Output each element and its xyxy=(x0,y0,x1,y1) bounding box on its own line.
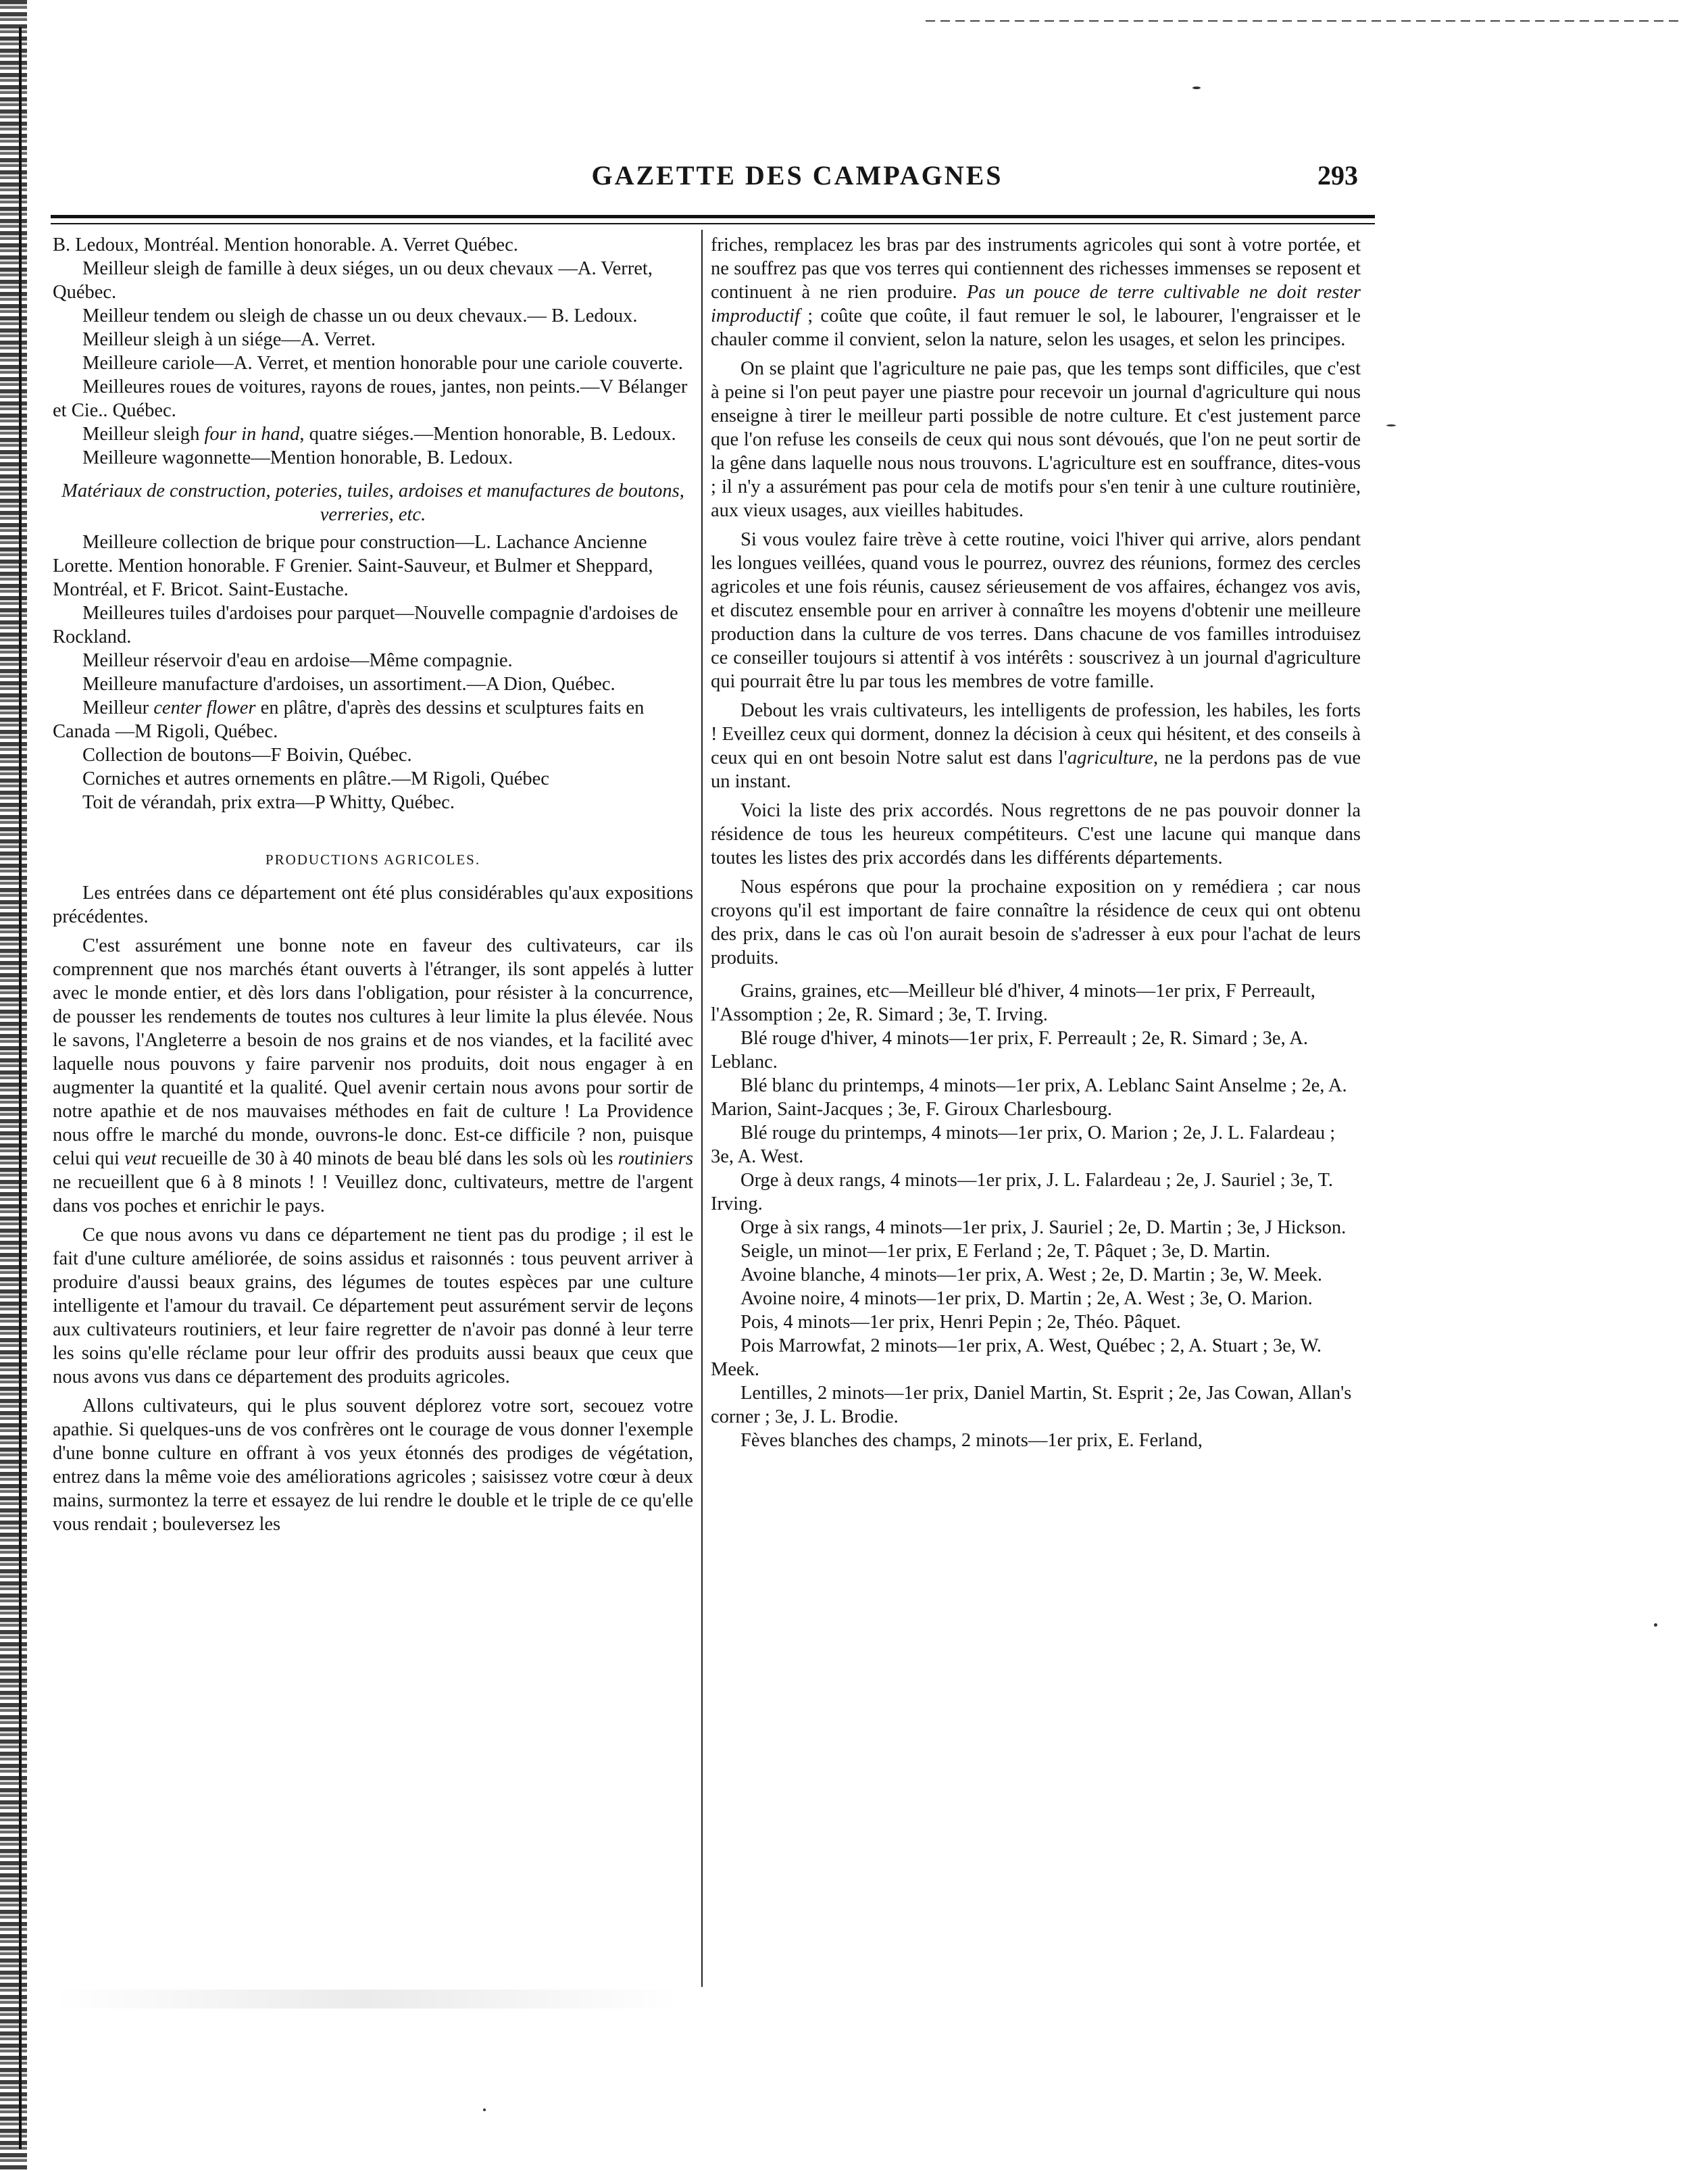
text-run: recueille de 30 à 40 minots de beau blé dans les sols où les xyxy=(156,1148,618,1169)
paragraph: Les entrées dans ce département ont été plus considérables qu'aux expositions précédentes. xyxy=(53,883,693,927)
italic-text: veut xyxy=(124,1148,157,1169)
list-item: Meilleur tendem ou sleigh de chasse un ou deux chevaux.— B. Ledoux. xyxy=(82,305,638,326)
left-column xyxy=(53,233,693,1542)
paragraph: Nous espérons que pour la prochaine exposition on y remédiera ; car nous croyons qu'il est important de faire connaître la résidence de ceux qui ont obtenu des prix, dans le cas où l'on aurait besoin de s'adresser à eux pour l'achat de leurs produits. xyxy=(711,877,1361,968)
text-run: C'est assurément une bonne note en faveur des cultivateurs, car ils comprennent que nos marchés étant ouverts à l'étranger, ils sont appelés à lutter avec le monde entier, et dès lors dans l'obligation, pour résister à la concurrence, de pousser les rendements de toutes nos cultures à leur limite la plus élevée. Nous le savons, l'Angleterre a besoin de nos grains et de nos viandes, et la facilité avec laquelle nous pouvons y faire parvenir nos produits, doit nous engager à en augmenter la quantité et la qualité. Quel avenir certain nous avons pour sortir de notre apathie et de nos mauvaises méthodes en fait de culture ! La Providence nous offre le marché du monde, ouvrons-le donc. Est-ce difficile ? non, puisque celui qui xyxy=(53,935,693,1169)
list-item xyxy=(53,696,693,743)
paragraph: Voici la liste des prix accordés. Nous regrettons de ne pas pouvoir donner la résidence de tous les heureux compétiteurs. C'est une lacune qui manque dans toutes les listes des prix accordés dans les différents départements. xyxy=(711,800,1361,868)
paragraph: Ce que nous avons vu dans ce département ne tient pas du prodige ; il est le fait d'une culture améliorée, de soins assidus et raisonnés : tous peuvent arriver à produire d'aussi beaux grains, des légumes de toutes espèces par une culture intelligente et l'amour du travail. Ce département peut assurément servir de leçons aux cultivateurs routiniers, et leur faire regretter de n'avoir pas donné à leur terre les soins qu'elle réclame pour leur offrir des produits aussi beaux que ceux que nous avons vus dans ce département des produits agricoles. xyxy=(53,1225,693,1387)
binding-edge xyxy=(0,0,27,2170)
list-item: Grains, graines, etc—Meilleur blé d'hiver, 4 minots—1er prix, F Perreault, l'Assomption ; 2e, R. Simard ; 3e, T. Irving. xyxy=(711,981,1315,1025)
print-smear xyxy=(53,1990,681,2008)
text-run: Meilleur sleigh xyxy=(82,424,205,445)
list-item xyxy=(53,422,693,446)
text-run: Debout les vrais cultivateurs, les intelligents de profession, les habiles, les forts ! Eveillez ceux qui dorment, donnez la décision à ceux qui hésitent, et des conseils à ceux qui en ont besoin Notre salut est dans l' xyxy=(711,700,1361,768)
binding-line xyxy=(19,27,22,2149)
column-divider xyxy=(701,230,703,1987)
list-item: Meilleures roues de voitures, rayons de roues, jantes, non peints.—V Bélanger et Cie.. Québec. xyxy=(53,376,688,421)
list-item: Seigle, un minot—1er prix, E Ferland ; 2e, T. Pâquet ; 3e, D. Martin. xyxy=(740,1241,1271,1262)
top-dashed-line xyxy=(926,20,1682,22)
list-item: Orge à six rangs, 4 minots—1er prix, J. Sauriel ; 2e, D. Martin ; 3e, J Hickson. xyxy=(740,1217,1347,1238)
text-run: ne recueillent que 6 à 8 minots ! ! Veuillez donc, cultivateurs, mettre de l'argent dans vos poches et enrichir le pays. xyxy=(53,1172,693,1216)
list-item: Corniches et autres ornements en plâtre.—M Rigoli, Québec xyxy=(82,768,549,789)
list-item: Collection de boutons—F Boivin, Québec. xyxy=(82,745,412,766)
italic-text: Pas un pouce de terre cultivable ne doit rester improductif xyxy=(711,282,1361,326)
list-item: Meilleure cariole—A. Verret, et mention honorable pour une cariole couverte. xyxy=(82,353,683,374)
text-run: , quatre siéges.—Mention honorable, B. Ledoux. xyxy=(299,424,676,445)
list-item: Meilleures tuiles d'ardoises pour parquet—Nouvelle compagnie d'ardoises de Rockland. xyxy=(53,603,678,647)
list-item: Avoine blanche, 4 minots—1er prix, A. West ; 2e, D. Martin ; 3e, W. Meek. xyxy=(740,1264,1323,1285)
paragraph: Si vous voulez faire trève à cette routine, voici l'hiver qui arrive, alors pendant les longues veillées, quand vous le pourrez, ouvrez des réunions, formez des cercles agricoles et une fois réunis, causez sérieusement de vos affaires, échangez vos avis, et discutez ensemble pour en arriver à connaître les moyens d'obtenir une meilleure production dans la culture de vos terres. Dans chacune de vos familles introduisez ce conseiller toujours si attentif à vos intérêts : souscrivez à un journal d'agriculture qui pourrait être lu par tous les membres de votre famille. xyxy=(711,529,1361,692)
list-item: Fèves blanches des champs, 2 minots—1er prix, E. Ferland, xyxy=(740,1430,1203,1451)
ink-speck xyxy=(1386,424,1396,426)
paragraph xyxy=(711,699,1361,793)
grain-prize-list xyxy=(711,979,1361,1452)
text-run: en plâtre, d'après des dessins et sculptures faits en Canada —M Rigoli, Québec. xyxy=(53,697,645,742)
page-number: 293 xyxy=(1317,160,1358,191)
list-item: Blé rouge d'hiver, 4 minots—1er prix, F. Perreault ; 2e, R. Simard ; 3e, A. Leblanc. xyxy=(711,1028,1308,1072)
list-item: Avoine noire, 4 minots—1er prix, D. Martin ; 2e, A. West ; 3e, O. Marion. xyxy=(740,1288,1313,1309)
materials-prize-list xyxy=(53,531,693,814)
text-run: ; coûte que coûte, il faut remuer le sol, le labourer, l'engraisser et le chauler comme il convient, selon la nature, selon les usages, et selon les principes. xyxy=(711,305,1361,350)
italic-text: routiniers xyxy=(618,1148,693,1169)
list-item: Pois, 4 minots—1er prix, Henri Pepin ; 2e, Théo. Pâquet. xyxy=(740,1312,1181,1333)
list-item: Blé blanc du printemps, 4 minots—1er prix, A. Leblanc Saint Anselme ; 2e, A. Marion, Saint-Jacques ; 3e, F. Giroux Charlesbourg. xyxy=(711,1075,1347,1120)
header-rule-thin xyxy=(51,223,1375,224)
materials-heading: Matériaux de construction, poteries, tuiles, ardoises et manufactures de boutons, verreries, etc. xyxy=(61,480,684,525)
paragraph xyxy=(53,934,693,1218)
paragraph xyxy=(711,233,1361,351)
italic-text: center flower xyxy=(153,697,256,718)
italic-text: four in hand xyxy=(204,424,300,445)
text-run: Meilleur xyxy=(82,697,154,718)
ink-speck xyxy=(483,2109,486,2111)
header-rule-thick xyxy=(51,215,1375,218)
paragraph: On se plaint que l'agriculture ne paie pas, que les temps sont difficiles, que c'est à peine si l'on peut payer une piastre pour recevoir un journal d'agriculture qui nous enseigne à tirer le meilleur parti possible de notre culture. Et c'est justement parce que l'on refuse les conseils de ceux qui nous sont dévoués, que l'on ne peut sortir de la gêne dans laquelle nous nous trouvons. L'agriculture est en souffrance, dites-vous ; il n'y a assurément pas pour cela de motifs pour s'en tenir à une culture routinière, aux vieux usages, aux vieilles habitudes. xyxy=(711,358,1361,521)
text-run: friches, remplacez les bras par des instruments agricoles qui sont à votre portée, et ne souffrez pas que vos terres qui contiennent des richesses immenses se reposent et continuent à ne rien produire. xyxy=(711,235,1361,303)
list-item: Orge à deux rangs, 4 minots—1er prix, J. L. Falardeau ; 2e, J. Sauriel ; 3e, T. Irving. xyxy=(711,1170,1333,1214)
list-item: Meilleure wagonnette—Mention honorable, B. Ledoux. xyxy=(82,447,513,468)
list-item: Toit de vérandah, prix extra—P Whitty, Québec. xyxy=(82,792,455,813)
list-item: Meilleure manufacture d'ardoises, un assortiment.—A Dion, Québec. xyxy=(82,674,616,695)
list-item: Pois Marrowfat, 2 minots—1er prix, A. West, Québec ; 2, A. Stuart ; 3e, W. Meek. xyxy=(711,1335,1322,1380)
journal-title: GAZETTE DES CAMPAGNES xyxy=(591,160,1003,191)
list-item: Meilleur sleigh de famille à deux siéges, un ou deux chevaux —A. Verret, Québec. xyxy=(53,258,653,303)
list-item: Blé rouge du printemps, 4 minots—1er prix, O. Marion ; 2e, J. L. Falardeau ; 3e, A. West. xyxy=(711,1123,1336,1167)
text-run: , ne la perdons pas de vue un instant. xyxy=(711,747,1361,792)
vehicle-prize-list xyxy=(53,233,693,470)
list-item: Meilleur réservoir d'eau en ardoise—Même compagnie. xyxy=(82,650,513,671)
list-item: B. Ledoux, Montréal. Mention honorable. A. Verret Québec. xyxy=(53,235,518,255)
italic-text: agriculture xyxy=(1067,747,1153,768)
right-column xyxy=(711,233,1361,1452)
list-item: Lentilles, 2 minots—1er prix, Daniel Martin, St. Esprit ; 2e, Jas Cowan, Allan's corner ; 3e, J. L. Brodie. xyxy=(711,1383,1352,1427)
page-header xyxy=(0,159,1708,200)
list-item: Meilleur sleigh à un siége—A. Verret. xyxy=(82,329,376,350)
list-item: Meilleure collection de brique pour construction—L. Lachance Ancienne Lorette. Mention honorable. F Grenier. Saint-Sauveur, et Bulmer et Sheppard, Montréal, et F. Bricot. Saint-Eustache. xyxy=(53,532,653,600)
paragraph: Allons cultivateurs, qui le plus souvent déplorez votre sort, secouez votre apathie. Si quelques-uns de vos confrères ont le courage de vous donner l'exemple d'une bonne culture en offrant à vos yeux étonnés des prodiges de végétation, entrez dans la même voie des améliorations agricoles ; saisissez votre cœur à deux mains, surmontez la terre et essayez de lui rendre le double et le triple de ce qu'elle vous rendait ; bouleversez les xyxy=(53,1396,693,1535)
ink-speck xyxy=(1192,87,1201,89)
ink-speck xyxy=(1654,1623,1657,1627)
section-title: PRODUCTIONS AGRICOLES. xyxy=(265,852,481,868)
